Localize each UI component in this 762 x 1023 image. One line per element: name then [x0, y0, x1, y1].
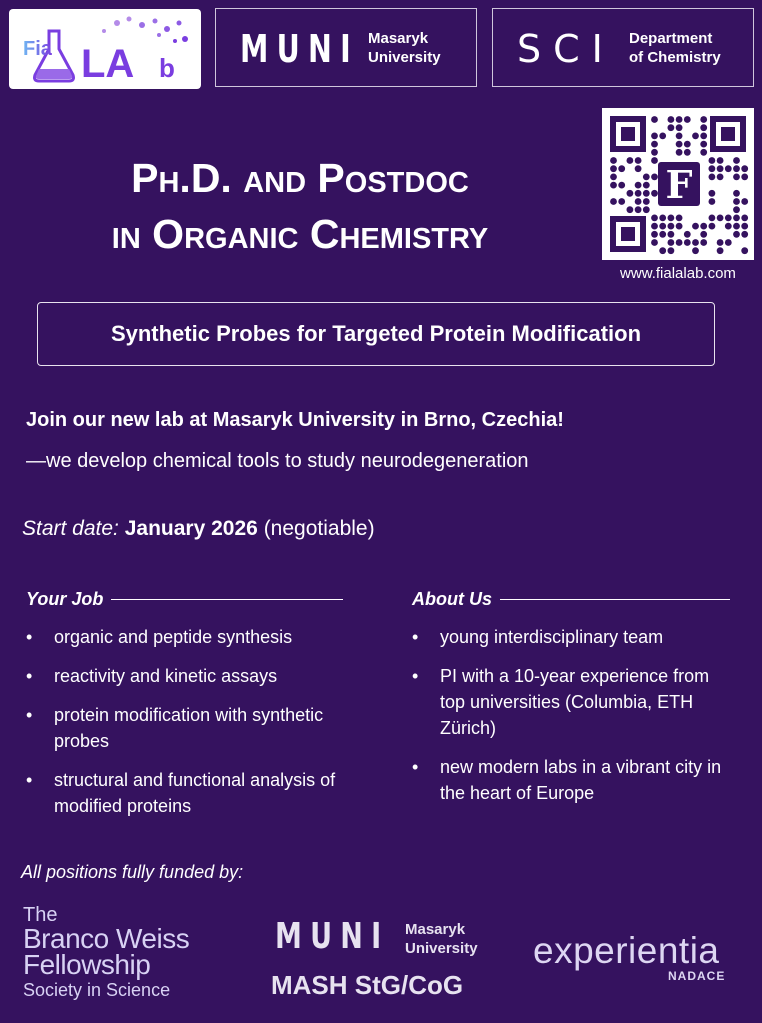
muni-caption: Masaryk University — [368, 30, 441, 66]
about-us-section — [412, 589, 738, 819]
your-job-section — [26, 589, 348, 832]
qr-module — [651, 231, 658, 238]
fialab-logo — [9, 9, 201, 89]
qr-module — [651, 223, 658, 230]
svg-text:b: b — [159, 53, 175, 83]
qr-module — [618, 182, 625, 189]
qr-module — [676, 215, 683, 222]
qr-module — [651, 215, 658, 222]
qr-module — [733, 165, 740, 172]
qr-module — [635, 157, 642, 164]
qr-module — [651, 174, 658, 181]
qr-module — [684, 116, 691, 123]
qr-module — [684, 231, 691, 238]
qr-module — [651, 190, 658, 197]
qr-module — [610, 198, 617, 205]
qr-module — [684, 149, 691, 156]
qr-module — [717, 157, 724, 164]
nadace-label: NADACE — [668, 969, 726, 983]
qr-module — [659, 133, 666, 140]
qr-module — [741, 165, 748, 172]
qr-center-letter: F — [665, 162, 693, 207]
qr-module — [668, 215, 675, 222]
qr-module — [668, 247, 675, 254]
qr-module — [610, 174, 617, 181]
about-us-heading: About Us — [412, 589, 738, 610]
qr-module — [610, 165, 617, 172]
bullet-icon: • — [412, 627, 419, 647]
qr-module — [643, 206, 650, 213]
qr-module — [668, 239, 675, 246]
qr-module — [643, 198, 650, 205]
qr-module — [709, 198, 716, 205]
funding-label: All positions fully funded by: — [21, 862, 244, 882]
list-item: • protein modification with synthetic probes — [26, 702, 324, 754]
qr-module — [717, 215, 724, 222]
qr-module — [643, 174, 650, 181]
qr-module — [725, 215, 732, 222]
qr-module — [709, 215, 716, 222]
qr-code-pattern — [602, 108, 754, 260]
qr-module — [668, 116, 675, 123]
qr-module — [676, 239, 683, 246]
qr-module — [684, 141, 691, 148]
divider — [500, 599, 730, 601]
qr-module — [676, 223, 683, 230]
qr-module — [676, 124, 683, 131]
qr-module — [709, 223, 716, 230]
start-date-label: Start date: — [22, 517, 119, 540]
qr-module — [651, 116, 658, 123]
qr-module — [733, 174, 740, 181]
qr-module — [635, 198, 642, 205]
svg-text:LA: LA — [81, 42, 135, 86]
qr-module — [700, 149, 707, 156]
qr-module — [700, 124, 707, 131]
sci-wordmark: SCI — [517, 27, 615, 71]
website-link[interactable]: www.fialalab.com — [620, 265, 736, 282]
qr-module — [651, 133, 658, 140]
bullet-icon: • — [26, 705, 33, 725]
qr-module — [741, 231, 748, 238]
start-date-value: January 2026 — [124, 517, 258, 540]
bullet-icon: • — [412, 757, 419, 777]
qr-module — [733, 231, 740, 238]
qr-module — [676, 133, 683, 140]
qr-module — [651, 157, 658, 164]
qr-module — [692, 223, 699, 230]
fialab-logo-art — [9, 9, 201, 89]
muni-wordmark: MUNI — [240, 27, 359, 71]
project-subtitle: Synthetic Probes for Targeted Protein Modification — [110, 321, 642, 346]
list-item: • PI with a 10-year experience from top universities (Columbia, ETH Zürich) — [412, 663, 712, 741]
experientia-logo: experientia — [533, 930, 720, 971]
qr-module — [627, 157, 634, 164]
qr-module — [635, 206, 642, 213]
bullet-icon: • — [412, 666, 419, 686]
qr-module — [733, 190, 740, 197]
qr-module — [733, 215, 740, 222]
qr-module — [610, 157, 617, 164]
qr-module — [659, 215, 666, 222]
mash-grant-label: MASH StG/CoG — [271, 970, 464, 1000]
qr-module — [635, 190, 642, 197]
sci-logo — [492, 8, 754, 87]
qr-module — [635, 182, 642, 189]
start-date-note: (negotiable) — [263, 517, 375, 540]
qr-module — [676, 141, 683, 148]
qr-module — [741, 247, 748, 254]
qr-module — [618, 165, 625, 172]
qr-module — [684, 239, 691, 246]
qr-module — [627, 190, 634, 197]
qr-module — [741, 198, 748, 205]
qr-module — [643, 182, 650, 189]
qr-module — [618, 198, 625, 205]
qr-module — [651, 141, 658, 148]
start-date — [22, 517, 375, 541]
bullet-icon: • — [26, 666, 33, 686]
muni-logo — [215, 8, 477, 87]
list-item: • new modern labs in a vibrant city in the heart of Europe — [412, 754, 730, 806]
qr-module — [659, 247, 666, 254]
qr-module — [709, 190, 716, 197]
list-item: • structural and functional analysis of modified proteins — [26, 767, 354, 819]
bullet-icon: • — [26, 770, 33, 790]
qr-module — [692, 239, 699, 246]
qr-module — [709, 174, 716, 181]
develop-text: —we develop chemical tools to study neurodegeneration — [26, 450, 529, 472]
qr-module — [659, 223, 666, 230]
qr-module — [700, 223, 707, 230]
fialab-logo-text: Fia — [23, 38, 52, 60]
branco-weiss-logo: The Branco Weiss Fellowship Society in Science — [23, 904, 190, 1000]
qr-module — [610, 182, 617, 189]
qr-module — [668, 231, 675, 238]
qr-module — [725, 239, 732, 246]
qr-module — [741, 223, 748, 230]
qr-module — [717, 165, 724, 172]
qr-module — [741, 215, 748, 222]
qr-module — [717, 174, 724, 181]
qr-module — [700, 231, 707, 238]
qr-module — [692, 133, 699, 140]
qr-module — [733, 206, 740, 213]
qr-code[interactable] — [602, 108, 754, 260]
qr-module — [659, 231, 666, 238]
qr-module — [733, 157, 740, 164]
list-item: • reactivity and kinetic assays — [26, 663, 348, 689]
qr-module — [741, 174, 748, 181]
bullet-icon: • — [26, 627, 33, 647]
page-title: Ph.D. and Postdoc in Organic Chemistry — [111, 155, 489, 257]
qr-module — [668, 223, 675, 230]
qr-module — [676, 116, 683, 123]
qr-module — [709, 157, 716, 164]
qr-module — [700, 239, 707, 246]
qr-module — [651, 239, 658, 246]
qr-module — [676, 149, 683, 156]
qr-module — [709, 165, 716, 172]
qr-module — [635, 165, 642, 172]
sci-caption: Department of Chemistry — [629, 30, 721, 66]
divider — [111, 599, 343, 601]
qr-module — [733, 198, 740, 205]
qr-module — [700, 116, 707, 123]
qr-module — [725, 165, 732, 172]
your-job-heading: Your Job — [26, 589, 348, 610]
qr-module — [692, 247, 699, 254]
qr-module — [643, 190, 650, 197]
project-subtitle-box — [37, 302, 715, 366]
qr-module — [668, 124, 675, 131]
qr-module — [717, 247, 724, 254]
qr-module — [700, 141, 707, 148]
qr-module — [627, 206, 634, 213]
qr-module — [717, 239, 724, 246]
list-item: • organic and peptide synthesis — [26, 624, 348, 650]
list-item: • young interdisciplinary team — [412, 624, 738, 650]
join-text: Join our new lab at Masaryk University in Brno, Czechia! — [26, 409, 564, 431]
qr-module — [733, 223, 740, 230]
qr-module — [700, 133, 707, 140]
qr-module — [651, 149, 658, 156]
qr-module — [725, 223, 732, 230]
